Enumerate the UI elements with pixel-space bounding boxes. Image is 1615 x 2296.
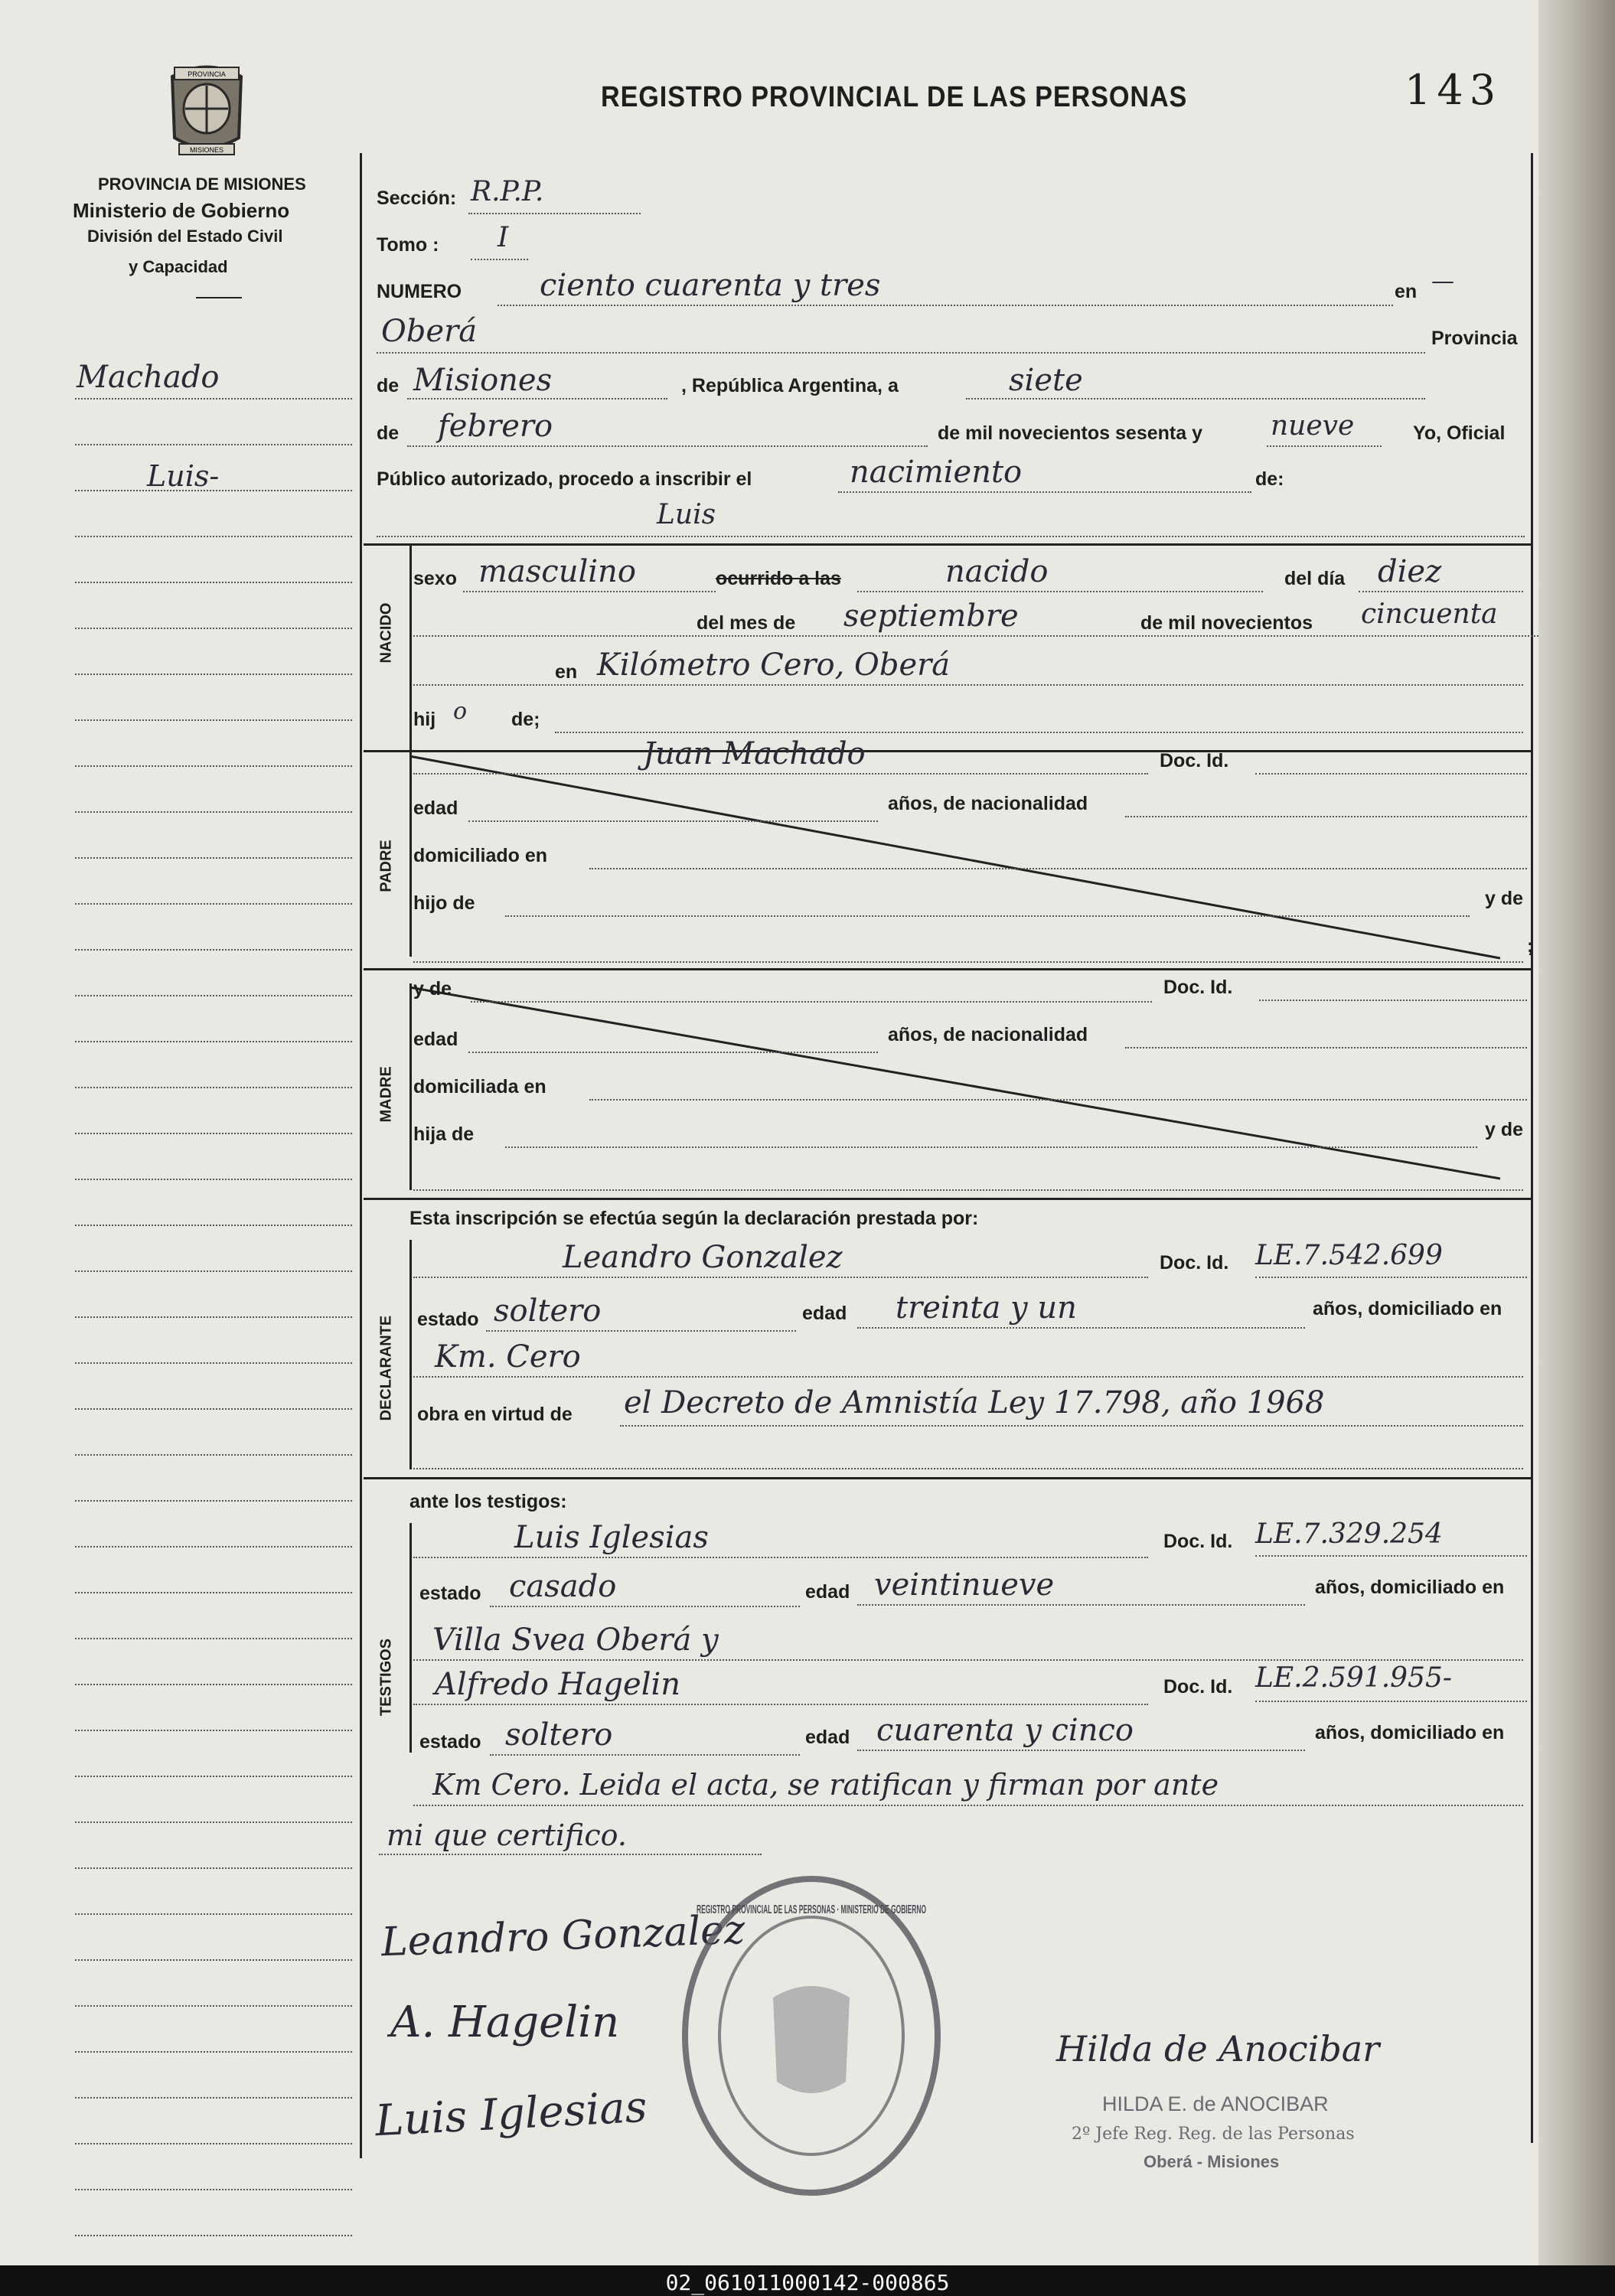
t1-edad-value: veintinueve <box>874 1567 1055 1603</box>
margin-rule <box>75 719 352 721</box>
margin-rule <box>75 1684 352 1685</box>
margin-rule <box>75 673 352 675</box>
label-doc-padre: Doc. Id. <box>1160 750 1229 771</box>
margin-rule <box>75 1270 352 1272</box>
section-nacido: NACIDO <box>377 602 395 664</box>
margin-rule <box>75 1362 352 1364</box>
t1-doc-value: LE.7.329.254 <box>1255 1518 1443 1550</box>
label-anos-nac-padre: años, de nacionalidad <box>888 793 1088 814</box>
margin-rule <box>75 1776 352 1777</box>
testigo1-value: Luis Iglesias <box>514 1520 709 1555</box>
registry-round-stamp-icon <box>674 1867 949 2204</box>
margin-rule <box>75 444 352 445</box>
margin-rule <box>75 2143 352 2144</box>
anio-value: cincuenta <box>1361 598 1498 630</box>
dia-value: diez <box>1378 554 1442 589</box>
label-en-lugar: en <box>555 661 578 683</box>
margin-rule <box>75 1821 352 1823</box>
ministry-line4: y Capacidad <box>129 257 228 276</box>
label-publico: Público autorizado, procedo a inscribir el <box>377 468 752 490</box>
margin-rule <box>75 1730 352 1731</box>
section-madre: MADRE <box>377 1066 395 1123</box>
label-hijo: hij <box>413 709 436 730</box>
margin-rule <box>75 2005 352 2007</box>
section-padre: PADRE <box>377 840 395 892</box>
seccion-value: R.P.P. <box>471 176 544 207</box>
margin-rule <box>75 2189 352 2190</box>
acto-value: nacimiento <box>850 455 1023 490</box>
ministry-line2: Ministerio de Gobierno <box>73 199 290 222</box>
padre-value: Juan Machado <box>643 736 866 771</box>
margin-rule <box>75 1867 352 1869</box>
margin-rule <box>75 536 352 537</box>
margin-rule <box>75 765 352 767</box>
label-del-mes: del mes de <box>697 612 796 634</box>
label-domiciliado-padre: domiciliado en <box>413 845 548 866</box>
label-tomo: Tomo : <box>377 234 439 256</box>
label-domiciliada-madre: domiciliada en <box>413 1076 546 1097</box>
province-seal-icon <box>153 54 260 161</box>
margin-rule <box>75 857 352 859</box>
signature-official: Hilda de Anocibar <box>1056 2028 1380 2069</box>
label-ocurrido: ocurrido a las <box>716 568 841 589</box>
section-declarante: DECLARANTE <box>377 1315 395 1421</box>
declarante-value: Leandro Gonzalez <box>563 1240 843 1275</box>
tomo-value: I <box>498 222 509 253</box>
label-de2: de <box>377 422 400 444</box>
label-estado-t2: estado <box>419 1731 481 1753</box>
label-hija-de-madre: hija de <box>413 1124 475 1145</box>
official-stamp-place: Oberá - Misiones <box>1144 2152 1280 2171</box>
margin-rule <box>75 995 352 996</box>
ocurrido-value: nacido <box>945 554 1049 589</box>
margin-rule <box>75 1133 352 1134</box>
margin-rule <box>75 1316 352 1318</box>
label-republica: , República Argentina, a <box>681 375 899 396</box>
margin-rule <box>75 582 352 583</box>
margin-rule <box>75 1913 352 1915</box>
signature-hagelin: A. Hagelin <box>390 1998 620 2047</box>
t1-dom-value: Villa Svea Oberá y <box>432 1623 719 1658</box>
lugar-value: Kilómetro Cero, Oberá <box>597 647 951 683</box>
margin-rule <box>75 1546 352 1548</box>
t2-edad-value: cuarenta y cinco <box>876 1713 1134 1748</box>
en-value: — <box>1431 268 1454 295</box>
label-estado-t1: estado <box>419 1583 481 1604</box>
provincia-value: Misiones <box>413 363 553 398</box>
label-mil-novecientos: de mil novecientos <box>1140 612 1313 634</box>
label-edad-madre: edad <box>413 1029 458 1050</box>
label-y-de-padre: y de <box>1485 888 1524 909</box>
label-mil-sesenta: de mil novecientos sesenta y <box>938 422 1202 444</box>
margin-rule <box>75 2051 352 2053</box>
footer-bar <box>0 2265 1615 2296</box>
label-de: de <box>377 375 400 396</box>
label-en: en <box>1395 281 1418 302</box>
hijo-o-value: o <box>453 698 468 725</box>
margin-rule <box>75 903 352 905</box>
t2-estado-value: soltero <box>505 1717 613 1753</box>
numero-value: ciento cuarenta y tres <box>540 268 881 303</box>
label-edad-t2: edad <box>805 1727 850 1748</box>
signature-declarante: Leandro Gonzalez <box>380 1906 746 1966</box>
dia-reg-value: siete <box>1009 363 1083 398</box>
official-stamp-title: 2º Jefe Reg. Reg. de las Personas <box>1072 2125 1355 2144</box>
mes-value: septiembre <box>843 598 1019 634</box>
dec-edad-value: treinta y un <box>896 1290 1077 1326</box>
dec-doc-value: LE.7.542.699 <box>1255 1240 1443 1271</box>
label-sexo: sexo <box>413 568 457 589</box>
margin-rule <box>75 1592 352 1593</box>
dec-dom-value: Km. Cero <box>435 1339 581 1375</box>
label-doc-madre: Doc. Id. <box>1163 977 1233 998</box>
margin-rule <box>75 1225 352 1226</box>
label-del-dia: del día <box>1284 568 1346 589</box>
label-anos-nac-madre: años, de nacionalidad <box>888 1024 1088 1045</box>
t2-doc-value: LE.2.591.955- <box>1255 1662 1453 1694</box>
nombre-value: Luis <box>657 499 716 530</box>
label-doc-t2: Doc. Id. <box>1163 1676 1233 1698</box>
margin-rule <box>75 1638 352 1639</box>
t1-estado-value: casado <box>509 1569 617 1604</box>
label-yo-oficial: Yo, Oficial <box>1413 422 1506 444</box>
ministry-line3: División del Estado Civil <box>87 227 283 246</box>
footer-code: 02_061011000142-000865 <box>665 2270 950 2295</box>
margin-rule <box>75 1500 352 1502</box>
seal-top-text: PROVINCIA <box>188 70 226 78</box>
margin-rule <box>75 2097 352 2099</box>
margin-rule <box>75 1087 352 1088</box>
sexo-value: masculino <box>478 554 636 589</box>
margin-rule <box>75 1179 352 1180</box>
label-numero: NUMERO <box>377 281 462 302</box>
label-hijo-de-padre: hijo de <box>413 892 475 914</box>
closing-value: mi que certifico. <box>387 1818 627 1852</box>
label-seccion: Sección: <box>377 188 457 209</box>
page-title: REGISTRO PROVINCIAL DE LAS PERSONAS <box>601 81 1188 113</box>
t2-dom-value: Km Cero. Leida el acta, se ratifican y firman por ante <box>432 1768 1219 1802</box>
book-edge <box>1538 0 1615 2265</box>
signature-iglesias: Luis Iglesias <box>374 2082 648 2147</box>
testigo2-value: Alfredo Hagelin <box>435 1667 681 1702</box>
margin-rule <box>75 1408 352 1410</box>
label-provincia: Provincia <box>1431 328 1518 349</box>
margin-name: Luis- <box>147 459 220 493</box>
margin-rule <box>75 1454 352 1456</box>
mes-reg-value: febrero <box>438 409 553 444</box>
label-y-de-madre2: y de <box>1485 1119 1524 1140</box>
seal-bottom-text: MISIONES <box>189 146 224 154</box>
margin-rule <box>75 628 352 629</box>
page-number: 143 <box>1405 66 1502 114</box>
label-anos-dom-t2: años, domiciliado en <box>1315 1722 1505 1743</box>
margin-rule <box>75 398 352 400</box>
localidad-value: Oberá <box>381 314 478 349</box>
round-stamp-text: REGISTRO PROVINCIAL DE LAS PERSONAS · MINISTERIO DE GOBIERNO <box>697 1903 926 1916</box>
margin-surname: Machado <box>77 360 220 395</box>
label-estado-declarante: estado <box>417 1309 479 1330</box>
obra-value: el Decreto de Amnistía Ley 17.798, año 1968 <box>624 1385 1325 1420</box>
label-inscripcion: Esta inscripción se efectúa según la declaración prestada por: <box>409 1208 979 1229</box>
label-y-de-madre: y de <box>413 978 452 1000</box>
label-edad-t1: edad <box>805 1581 850 1603</box>
label-edad-padre: edad <box>413 797 458 819</box>
margin-rule <box>75 811 352 813</box>
dec-estado-value: soltero <box>494 1293 602 1329</box>
label-de-colon: de: <box>1255 468 1284 490</box>
label-semicolon: ; <box>1527 935 1534 957</box>
anio-reg-value: nueve <box>1271 410 1355 442</box>
margin-rule <box>75 949 352 951</box>
label-de-semi: de; <box>511 709 540 730</box>
margin-rule <box>75 1959 352 1961</box>
label-doc-declarante: Doc. Id. <box>1160 1252 1229 1274</box>
label-edad-declarante: edad <box>802 1303 847 1324</box>
label-anos-dom-t1: años, domiciliado en <box>1315 1577 1505 1598</box>
margin-rule <box>75 2235 352 2236</box>
official-stamp-name: HILDA E. de ANOCIBAR <box>1102 2092 1329 2115</box>
label-anos-dom-declarante: años, domiciliado en <box>1313 1298 1502 1319</box>
label-doc-t1: Doc. Id. <box>1163 1531 1233 1552</box>
section-testigos: TESTIGOS <box>377 1638 395 1717</box>
label-ante: ante los testigos: <box>409 1491 567 1512</box>
label-obra: obra en virtud de <box>417 1404 573 1425</box>
ministry-line1: PROVINCIA DE MISIONES <box>98 174 306 194</box>
margin-rule <box>75 1041 352 1042</box>
